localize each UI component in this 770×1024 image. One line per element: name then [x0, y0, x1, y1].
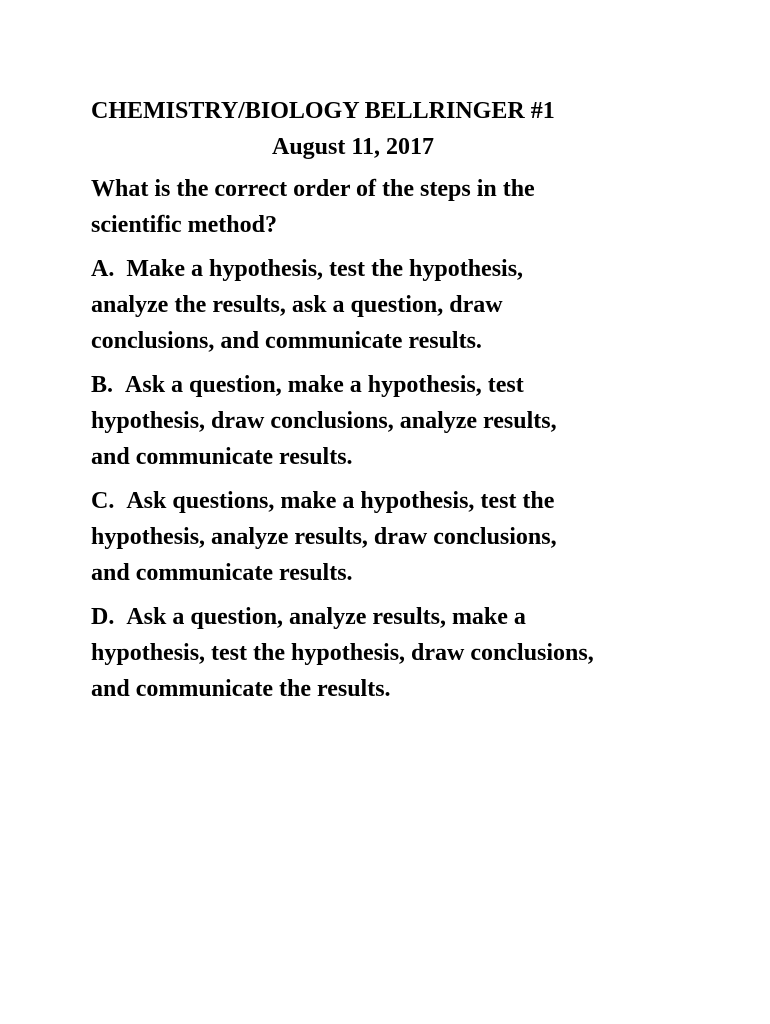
option-line: hypothesis, analyze results, draw conclusions,: [91, 524, 557, 550]
option-letter: C.: [91, 488, 115, 514]
option-line: [91, 483, 691, 519]
question-line: scientific method?: [91, 212, 277, 238]
document-content: [91, 93, 691, 707]
option-letter: B.: [91, 372, 114, 398]
option-letter: A.: [91, 256, 115, 282]
option-line: [91, 251, 691, 287]
option-text: Ask questions, make a hypothesis, test the: [126, 488, 555, 514]
option-letter: D.: [91, 604, 115, 630]
question-line: What is the correct order of the steps in the: [91, 176, 535, 202]
option-text: Ask a question, analyze results, make a: [126, 604, 526, 630]
option-line: hypothesis, draw conclusions, analyze results,: [91, 408, 557, 434]
option-line: and communicate results.: [91, 560, 353, 586]
document-date: August 11, 2017: [272, 134, 435, 160]
option-line: and communicate the results.: [91, 676, 391, 702]
option-line: hypothesis, test the hypothesis, draw conclusions,: [91, 640, 594, 666]
option-line: and communicate results.: [91, 444, 353, 470]
option-line: [91, 599, 691, 635]
question-text: [91, 171, 691, 243]
document-title: CHEMISTRY/BIOLOGY BELLRINGER #1: [91, 98, 555, 124]
answer-option-b: [91, 367, 691, 475]
option-line: analyze the results, ask a question, draw: [91, 292, 503, 318]
option-line: conclusions, and communicate results.: [91, 328, 482, 354]
answer-option-a: [91, 251, 691, 359]
answer-option-d: [91, 599, 691, 707]
option-text: Ask a question, make a hypothesis, test: [125, 372, 524, 398]
option-line: [91, 367, 691, 403]
answer-option-c: [91, 483, 691, 591]
option-text: Make a hypothesis, test the hypothesis,: [126, 256, 524, 282]
